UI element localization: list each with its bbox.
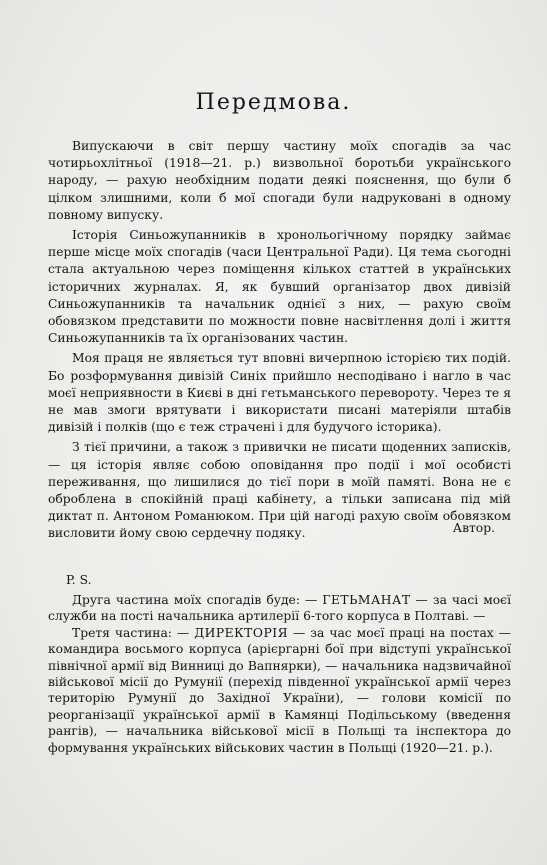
postscript-part2-rest: — за часі моєї служби на пості начальника артилерії 6-того корпуса в Полтаві. — xyxy=(48,593,512,624)
page-title: Передмова. xyxy=(195,90,352,115)
postscript-part3-title: ДИРЕКТОРІЯ xyxy=(194,625,289,640)
paragraph-history: Історія Синьожупанників в хронольогічному порядку займає перше місце моїх спогадів (часи Центральної Ради). Ця тема сьогодні стала актуальною через поміщення кількох статтей в українських історичних журналах. Я, як бувший організатор двох дивізій Синьожупанників та начальник однієї з них, — рахую своїм обовязком представити по можности повне насвітлення долі і життя Синьожупанників та їх організованих частин. xyxy=(48,228,511,346)
paragraph-acknowledgement: З тієї причини, а також з привички не писати щоденних записків, — ця історія являє собою оповідання про події і мої особисті переживання, що лишилися до тієї пори в моїй памяті. Вона не є оброблена в спокійній праці кабінету, а тільки записана під мій диктат п. Антоном Романюком. При цій нагоді рахую своїм обовязком висловити йому свою сердечну подяку. xyxy=(48,440,511,541)
postscript-label: P. S. xyxy=(66,573,92,587)
author-signature: Автор. xyxy=(452,521,495,535)
paragraph-scope: Моя праця не являється тут вповні вичерпною історією тих подій. Бо розформування дивізій Синіх прийшло несподівано і нагло в час моєї неприявности в Києві в дні гетьманського перевороту. Через те я не мав змоги врятувати і використати писані матеріяли штабів дивізій і полків (що є теж страчені і для будучого історика). xyxy=(48,351,511,435)
postscript-paragraph-part3 xyxy=(48,625,511,756)
postscript-part3-rest: — за час моєї праці на постах — командира восьмого корпуса (арієргарні бої при відступі української північної армії від Винниці до Вапнярки), — начальника надзвичайної військової місії до Румунії (перехід південної української армії через територію Румунії до Західної України), — голови комісії по реорганізації української армії в Камянці Подільському (введення рангів), — начальника військової місії в Польщі та інспектора до формування українських військових частин в Польщі (1920—21. р.). xyxy=(48,625,511,755)
preface-body xyxy=(48,138,511,546)
postscript-part2-title: ГЕТЬМАНАТ xyxy=(322,593,411,607)
postscript-paragraph-part2 xyxy=(48,592,511,625)
postscript-body xyxy=(48,592,511,756)
paragraph-intro: Випускаючи в світ першу частину моїх спогадів за час чотирьохлітньої (1918—21. р.) визвольної боротьби українського народу, — рахую необхідним подати деякі пояснення, що були б цілком злишними, коли б мої спогади були надруковані в одному повному випуску. xyxy=(48,139,511,222)
postscript-part2-lead: Друга частина моїх спогадів буде: — xyxy=(72,593,323,607)
postscript-part3-lead: Третя частина: — xyxy=(72,625,195,640)
